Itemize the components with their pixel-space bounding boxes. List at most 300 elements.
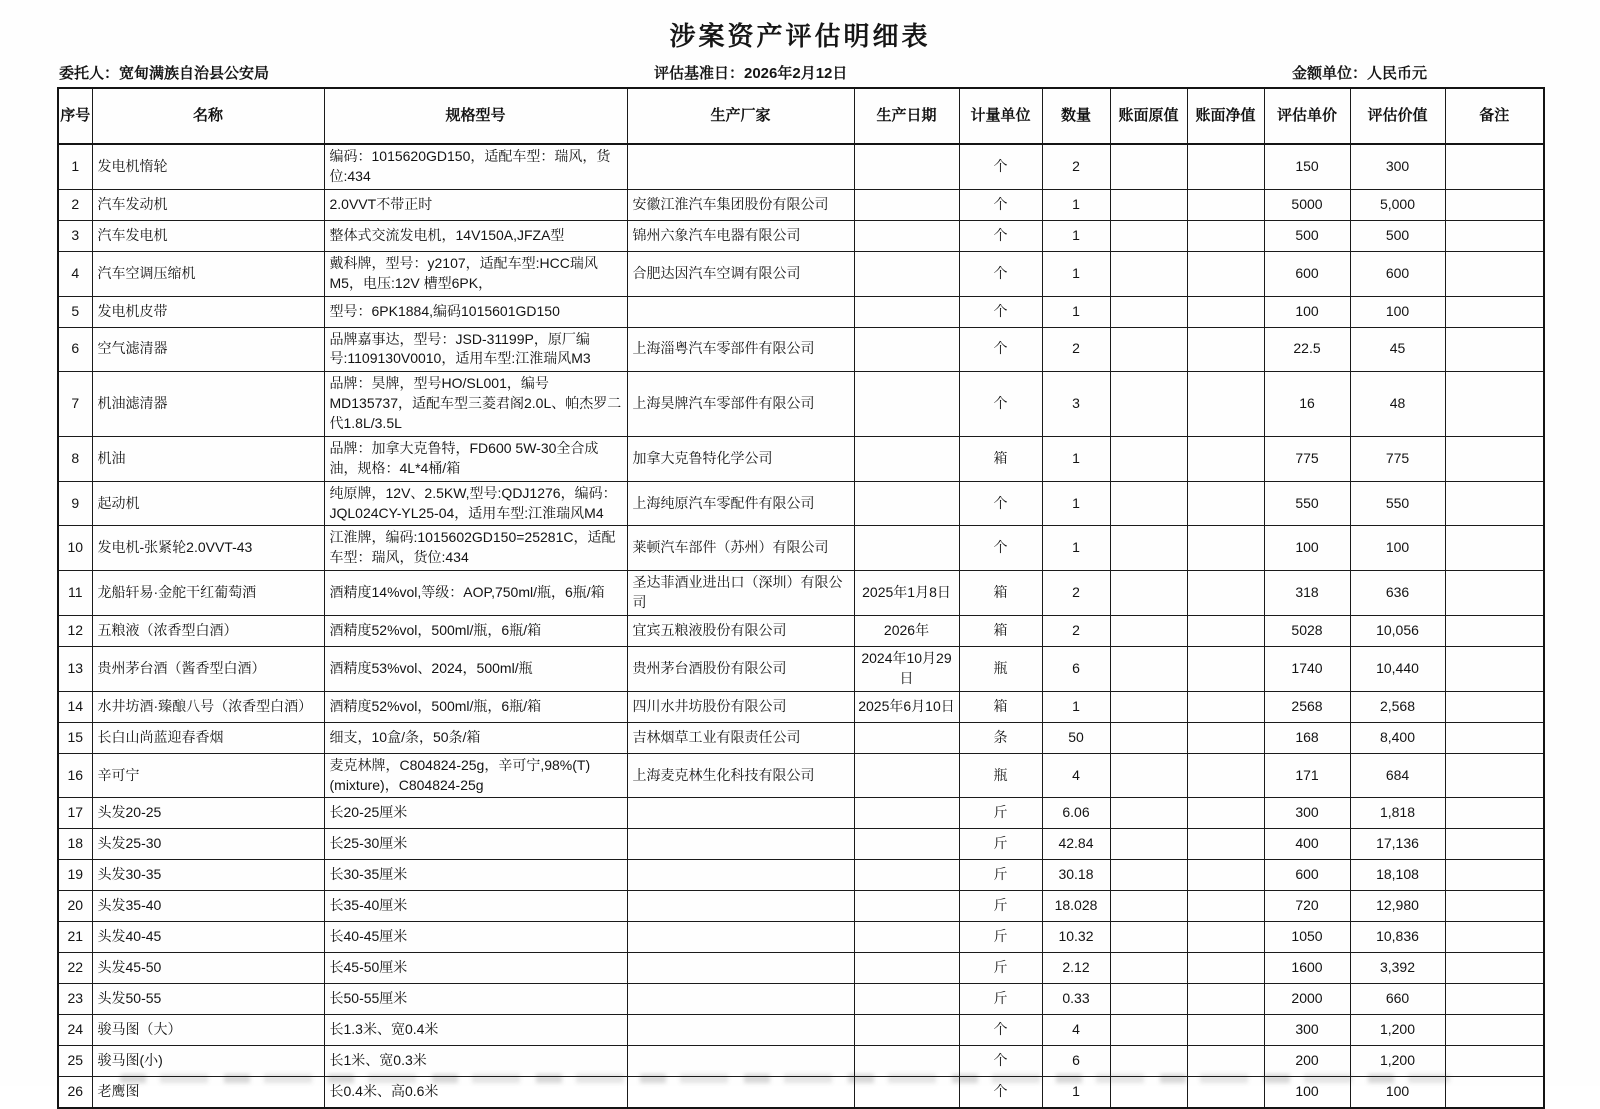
table-cell: 型号：6PK1884,编码1015601GD150 — [324, 296, 627, 327]
table-cell: 720 — [1264, 891, 1350, 922]
table-cell — [1187, 922, 1264, 953]
table-cell — [627, 144, 854, 189]
table-cell — [1445, 953, 1544, 984]
table-cell — [854, 1046, 959, 1077]
table-cell: 长50-55厘米 — [324, 984, 627, 1015]
column-header-2: 规格型号 — [324, 88, 627, 144]
table-cell — [854, 144, 959, 189]
table-cell — [1187, 327, 1264, 372]
table-cell: 斤 — [959, 953, 1042, 984]
table-row — [58, 722, 1544, 753]
table-cell — [1445, 251, 1544, 296]
table-row — [58, 251, 1544, 296]
table-cell: 品牌：加拿大克鲁特，FD600 5W-30全合成油，规格：4L*4桶/箱 — [324, 436, 627, 481]
table-cell: 圣达菲酒业进出口（深圳）有限公司 — [627, 571, 854, 616]
table-cell — [854, 722, 959, 753]
table-cell: 1 — [1042, 526, 1110, 571]
table-row — [58, 798, 1544, 829]
table-cell: 长1米、宽0.3米 — [324, 1046, 627, 1077]
table-cell: 个 — [959, 526, 1042, 571]
table-cell: 老鹰图 — [92, 1077, 324, 1109]
table-cell — [1187, 1046, 1264, 1077]
table-cell — [627, 296, 854, 327]
table-cell — [1110, 691, 1187, 722]
table-cell: 300 — [1264, 1015, 1350, 1046]
table-cell: 550 — [1264, 481, 1350, 526]
table-cell — [854, 372, 959, 437]
table-cell — [1445, 753, 1544, 798]
table-cell: 168 — [1264, 722, 1350, 753]
table-cell: 1 — [1042, 1077, 1110, 1109]
table-cell — [627, 1015, 854, 1046]
table-cell — [1110, 829, 1187, 860]
table-cell: 汽车发电机 — [92, 220, 324, 251]
table-cell: 2.12 — [1042, 953, 1110, 984]
table-cell — [1445, 526, 1544, 571]
table-cell: 318 — [1264, 571, 1350, 616]
table-cell: 42.84 — [1042, 829, 1110, 860]
table-cell — [1187, 646, 1264, 691]
table-cell — [854, 829, 959, 860]
table-cell: 斤 — [959, 984, 1042, 1015]
table-cell: 12 — [58, 615, 92, 646]
table-cell: 上海淄粤汽车零部件有限公司 — [627, 327, 854, 372]
table-cell — [1110, 953, 1187, 984]
table-cell — [1187, 615, 1264, 646]
table-cell: 6 — [1042, 646, 1110, 691]
currency-unit-label: 金额单位：人民币元 — [1291, 65, 1427, 82]
table-cell: 100 — [1264, 296, 1350, 327]
table-cell: 个 — [959, 220, 1042, 251]
table-cell — [1110, 615, 1187, 646]
table-cell — [854, 891, 959, 922]
table-cell: 100 — [1350, 1077, 1445, 1109]
table-cell: 10 — [58, 526, 92, 571]
table-cell — [1445, 1046, 1544, 1077]
table-cell: 2568 — [1264, 691, 1350, 722]
client-label: 委托人：宽甸满族自治县公安局 — [59, 65, 270, 82]
table-header — [58, 88, 1544, 144]
table-cell: 10,836 — [1350, 922, 1445, 953]
table-cell — [1110, 144, 1187, 189]
table-cell: 头发40-45 — [92, 922, 324, 953]
table-cell: 1,200 — [1350, 1015, 1445, 1046]
table-row — [58, 220, 1544, 251]
table-cell: 斤 — [959, 891, 1042, 922]
table-cell: 戴科牌，型号：y2107，适配车型:HCC瑞风M5，电压:12V 槽型6PK， — [324, 251, 627, 296]
table-cell — [1445, 1015, 1544, 1046]
table-cell — [1445, 722, 1544, 753]
table-cell: 个 — [959, 1077, 1042, 1109]
table-cell: 斤 — [959, 860, 1042, 891]
table-cell: 个 — [959, 189, 1042, 220]
table-cell — [1110, 1046, 1187, 1077]
table-cell — [1445, 691, 1544, 722]
table-cell: 长30-35厘米 — [324, 860, 627, 891]
table-row — [58, 922, 1544, 953]
table-cell: 300 — [1350, 144, 1445, 189]
table-cell: 3 — [1042, 372, 1110, 437]
table-cell: 长45-50厘米 — [324, 953, 627, 984]
table-cell — [1187, 722, 1264, 753]
column-header-5: 计量单位 — [959, 88, 1042, 144]
table-cell: 酒精度14%vol,等级：AOP,750ml/瓶，6瓶/箱 — [324, 571, 627, 616]
asset-valuation-table — [57, 87, 1545, 1109]
table-cell: 2026年 — [854, 615, 959, 646]
table-cell: 辛可宁 — [92, 753, 324, 798]
table-cell — [1187, 189, 1264, 220]
table-cell: 贵州茅台酒（酱香型白酒） — [92, 646, 324, 691]
table-cell: 550 — [1350, 481, 1445, 526]
table-cell — [1187, 953, 1264, 984]
table-cell: 684 — [1350, 753, 1445, 798]
table-cell: 10,440 — [1350, 646, 1445, 691]
table-cell: 箱 — [959, 615, 1042, 646]
table-cell: 个 — [959, 144, 1042, 189]
table-cell: 1 — [1042, 481, 1110, 526]
table-cell — [854, 860, 959, 891]
table-cell: 四川水井坊股份有限公司 — [627, 691, 854, 722]
table-cell: 400 — [1264, 829, 1350, 860]
table-cell — [1110, 296, 1187, 327]
table-cell — [854, 189, 959, 220]
table-cell: 12,980 — [1350, 891, 1445, 922]
table-cell: 100 — [1350, 526, 1445, 571]
table-cell: 2 — [1042, 615, 1110, 646]
table-cell: 150 — [1264, 144, 1350, 189]
table-cell — [1110, 220, 1187, 251]
column-header-4: 生产日期 — [854, 88, 959, 144]
table-row — [58, 691, 1544, 722]
table-cell: 1 — [1042, 251, 1110, 296]
table-cell: 1 — [1042, 436, 1110, 481]
table-cell — [1445, 922, 1544, 953]
table-cell: 3 — [58, 220, 92, 251]
column-header-9: 评估单价 — [1264, 88, 1350, 144]
table-cell: 2.0VVT不带正时 — [324, 189, 627, 220]
table-cell: 17 — [58, 798, 92, 829]
table-cell — [1110, 646, 1187, 691]
table-cell — [1110, 571, 1187, 616]
table-cell: 100 — [1350, 296, 1445, 327]
table-cell — [627, 798, 854, 829]
table-cell: 2000 — [1264, 984, 1350, 1015]
table-cell: 500 — [1350, 220, 1445, 251]
table-cell: 19 — [58, 860, 92, 891]
table-row — [58, 615, 1544, 646]
table-cell: 个 — [959, 251, 1042, 296]
column-header-3: 生产厂家 — [627, 88, 854, 144]
table-cell — [1445, 829, 1544, 860]
table-cell — [1110, 251, 1187, 296]
table-cell: 2024年10月29日 — [854, 646, 959, 691]
table-cell: 酒精度52%vol，500ml/瓶，6瓶/箱 — [324, 691, 627, 722]
table-cell — [854, 481, 959, 526]
table-cell: 瓶 — [959, 646, 1042, 691]
table-row — [58, 953, 1544, 984]
table-cell — [1187, 691, 1264, 722]
table-cell: 酒精度53%vol、2024，500ml/瓶 — [324, 646, 627, 691]
table-cell — [1110, 526, 1187, 571]
table-cell: 24 — [58, 1015, 92, 1046]
table-cell — [1445, 296, 1544, 327]
table-cell: 加拿大克鲁特化学公司 — [627, 436, 854, 481]
table-cell: 2 — [1042, 327, 1110, 372]
table-cell — [627, 891, 854, 922]
table-cell: 775 — [1350, 436, 1445, 481]
table-cell: 16 — [58, 753, 92, 798]
table-cell: 长1.3米、宽0.4米 — [324, 1015, 627, 1046]
table-cell: 瓶 — [959, 753, 1042, 798]
table-cell: 贵州茅台酒股份有限公司 — [627, 646, 854, 691]
table-cell — [854, 1015, 959, 1046]
table-cell: 8 — [58, 436, 92, 481]
table-cell: 斤 — [959, 829, 1042, 860]
table-row — [58, 984, 1544, 1015]
table-cell: 500 — [1264, 220, 1350, 251]
table-cell: 头发50-55 — [92, 984, 324, 1015]
table-cell — [1187, 144, 1264, 189]
table-body — [58, 144, 1544, 1108]
table-cell — [1445, 144, 1544, 189]
table-cell: 长20-25厘米 — [324, 798, 627, 829]
table-cell — [1445, 571, 1544, 616]
table-cell — [1445, 481, 1544, 526]
table-cell: 11 — [58, 571, 92, 616]
table-cell: 21 — [58, 922, 92, 953]
table-cell: 锦州六象汽车电器有限公司 — [627, 220, 854, 251]
table-cell — [1445, 984, 1544, 1015]
table-cell: 10.32 — [1042, 922, 1110, 953]
table-cell: 1,200 — [1350, 1046, 1445, 1077]
table-cell: 个 — [959, 372, 1042, 437]
table-cell: 吉林烟草工业有限责任公司 — [627, 722, 854, 753]
table-cell: 1 — [58, 144, 92, 189]
table-cell: 14 — [58, 691, 92, 722]
table-cell: 300 — [1264, 798, 1350, 829]
table-row — [58, 296, 1544, 327]
table-cell: 22 — [58, 953, 92, 984]
table-cell: 20 — [58, 891, 92, 922]
table-cell: 斤 — [959, 922, 1042, 953]
table-cell: 上海麦克林生化科技有限公司 — [627, 753, 854, 798]
table-row — [58, 481, 1544, 526]
table-cell — [1110, 327, 1187, 372]
table-cell: 45 — [1350, 327, 1445, 372]
table-cell: 171 — [1264, 753, 1350, 798]
table-cell: 长白山尚蓝迎春香烟 — [92, 722, 324, 753]
table-cell: 起动机 — [92, 481, 324, 526]
table-cell — [1187, 436, 1264, 481]
table-cell: 5 — [58, 296, 92, 327]
table-cell: 发电机皮带 — [92, 296, 324, 327]
meta-row — [57, 62, 1545, 86]
table-cell: 8,400 — [1350, 722, 1445, 753]
table-cell — [1445, 860, 1544, 891]
column-header-8: 账面净值 — [1187, 88, 1264, 144]
table-cell: 纯原牌，12V、2.5KW,型号:QDJ1276，编码：JQL024CY-YL25-04，适用车型:江淮瑞风M4 — [324, 481, 627, 526]
table-cell: 骏马图(小) — [92, 1046, 324, 1077]
table-cell: 个 — [959, 1015, 1042, 1046]
table-cell: 龙船轩易·金舵干红葡萄酒 — [92, 571, 324, 616]
table-cell — [1445, 436, 1544, 481]
table-cell: 4 — [58, 251, 92, 296]
column-header-0: 序号 — [58, 88, 92, 144]
table-row — [58, 189, 1544, 220]
table-cell: 江淮牌，编码:1015602GD150=25281C，适配车型：瑞风，货位:434 — [324, 526, 627, 571]
table-cell: 1,818 — [1350, 798, 1445, 829]
table-cell: 头发30-35 — [92, 860, 324, 891]
table-cell — [1110, 753, 1187, 798]
table-cell: 5000 — [1264, 189, 1350, 220]
table-cell: 长35-40厘米 — [324, 891, 627, 922]
table-row — [58, 144, 1544, 189]
table-cell — [854, 296, 959, 327]
table-cell — [1187, 860, 1264, 891]
table-cell: 2 — [1042, 144, 1110, 189]
table-cell: 莱顿汽车部件（苏州）有限公司 — [627, 526, 854, 571]
table-cell: 775 — [1264, 436, 1350, 481]
table-cell — [1187, 220, 1264, 251]
header-row — [58, 88, 1544, 144]
table-cell: 100 — [1264, 526, 1350, 571]
table-cell — [1187, 251, 1264, 296]
table-cell: 斤 — [959, 798, 1042, 829]
table-cell: 个 — [959, 296, 1042, 327]
table-cell: 头发25-30 — [92, 829, 324, 860]
table-cell: 600 — [1264, 251, 1350, 296]
column-header-1: 名称 — [92, 88, 324, 144]
table-cell: 7 — [58, 372, 92, 437]
table-cell — [627, 922, 854, 953]
table-cell: 编码：1015620GD150，适配车型：瑞风，货位:434 — [324, 144, 627, 189]
table-cell: 10,056 — [1350, 615, 1445, 646]
table-cell — [854, 436, 959, 481]
table-cell: 机油滤清器 — [92, 372, 324, 437]
column-header-11: 备注 — [1445, 88, 1544, 144]
table-cell: 5,000 — [1350, 189, 1445, 220]
table-cell: 安徽江淮汽车集团股份有限公司 — [627, 189, 854, 220]
table-row — [58, 860, 1544, 891]
table-cell — [854, 220, 959, 251]
table-cell — [1187, 1015, 1264, 1046]
table-cell — [1187, 891, 1264, 922]
table-cell — [1187, 571, 1264, 616]
table-row — [58, 1046, 1544, 1077]
table-cell: 1 — [1042, 296, 1110, 327]
table-cell — [627, 860, 854, 891]
valuation-base-date-label: 评估基准日：2026年2月12日 — [654, 65, 848, 82]
table-cell: 2025年6月10日 — [854, 691, 959, 722]
table-cell: 13 — [58, 646, 92, 691]
table-row — [58, 753, 1544, 798]
table-cell: 头发20-25 — [92, 798, 324, 829]
table-row — [58, 571, 1544, 616]
table-cell: 发电机惰轮 — [92, 144, 324, 189]
table-cell: 25 — [58, 1046, 92, 1077]
table-cell — [854, 922, 959, 953]
table-cell — [1187, 829, 1264, 860]
table-cell: 宜宾五粮液股份有限公司 — [627, 615, 854, 646]
table-cell — [1445, 798, 1544, 829]
table-cell: 600 — [1350, 251, 1445, 296]
table-cell — [1110, 891, 1187, 922]
table-row — [58, 1015, 1544, 1046]
table-cell: 1050 — [1264, 922, 1350, 953]
table-cell: 长40-45厘米 — [324, 922, 627, 953]
table-cell: 个 — [959, 327, 1042, 372]
table-cell: 细支，10盒/条，50条/箱 — [324, 722, 627, 753]
table-cell — [854, 953, 959, 984]
table-cell — [1110, 798, 1187, 829]
table-cell — [1445, 372, 1544, 437]
table-cell: 汽车空调压缩机 — [92, 251, 324, 296]
table-cell — [1187, 798, 1264, 829]
table-cell — [1187, 753, 1264, 798]
table-cell — [1110, 984, 1187, 1015]
table-cell — [1445, 189, 1544, 220]
table-cell: 上海昊牌汽车零部件有限公司 — [627, 372, 854, 437]
table-cell: 1 — [1042, 189, 1110, 220]
table-cell: 18 — [58, 829, 92, 860]
table-cell: 2 — [58, 189, 92, 220]
table-cell: 骏马图（大） — [92, 1015, 324, 1046]
table-cell — [1187, 481, 1264, 526]
table-row — [58, 526, 1544, 571]
table-cell: 2025年1月8日 — [854, 571, 959, 616]
table-row — [58, 646, 1544, 691]
table-cell — [1110, 481, 1187, 526]
table-cell: 660 — [1350, 984, 1445, 1015]
table-cell — [1445, 327, 1544, 372]
table-cell — [1187, 296, 1264, 327]
page-title: 涉案资产评估明细表 — [669, 21, 931, 51]
table-cell: 15 — [58, 722, 92, 753]
table-cell: 上海纯原汽车零配件有限公司 — [627, 481, 854, 526]
table-cell: 品牌嘉事达，型号：JSD-31199P，原厂编号:1109130V0010，适用车型:江淮瑞风M3 — [324, 327, 627, 372]
cutoff-text-artifact — [120, 1074, 1450, 1083]
table-cell: 条 — [959, 722, 1042, 753]
table-cell: 1 — [1042, 220, 1110, 251]
table-cell: 600 — [1264, 860, 1350, 891]
table-cell: 16 — [1264, 372, 1350, 437]
table-cell: 636 — [1350, 571, 1445, 616]
table-row — [58, 372, 1544, 437]
table-row — [58, 436, 1544, 481]
table-cell: 头发35-40 — [92, 891, 324, 922]
table-cell: 4 — [1042, 753, 1110, 798]
table-cell: 6 — [1042, 1046, 1110, 1077]
table-cell — [1445, 615, 1544, 646]
table-cell: 100 — [1264, 1077, 1350, 1109]
table-cell: 3,392 — [1350, 953, 1445, 984]
table-cell: 长25-30厘米 — [324, 829, 627, 860]
table-cell: 30.18 — [1042, 860, 1110, 891]
table-cell: 22.5 — [1264, 327, 1350, 372]
table-cell: 1740 — [1264, 646, 1350, 691]
table-cell: 50 — [1042, 722, 1110, 753]
table-cell: 9 — [58, 481, 92, 526]
table-cell — [854, 526, 959, 571]
table-cell: 48 — [1350, 372, 1445, 437]
table-row — [58, 829, 1544, 860]
table-cell — [854, 251, 959, 296]
table-cell — [1110, 1015, 1187, 1046]
table-cell — [627, 953, 854, 984]
table-cell — [1445, 646, 1544, 691]
table-cell: 个 — [959, 481, 1042, 526]
table-cell — [1187, 526, 1264, 571]
